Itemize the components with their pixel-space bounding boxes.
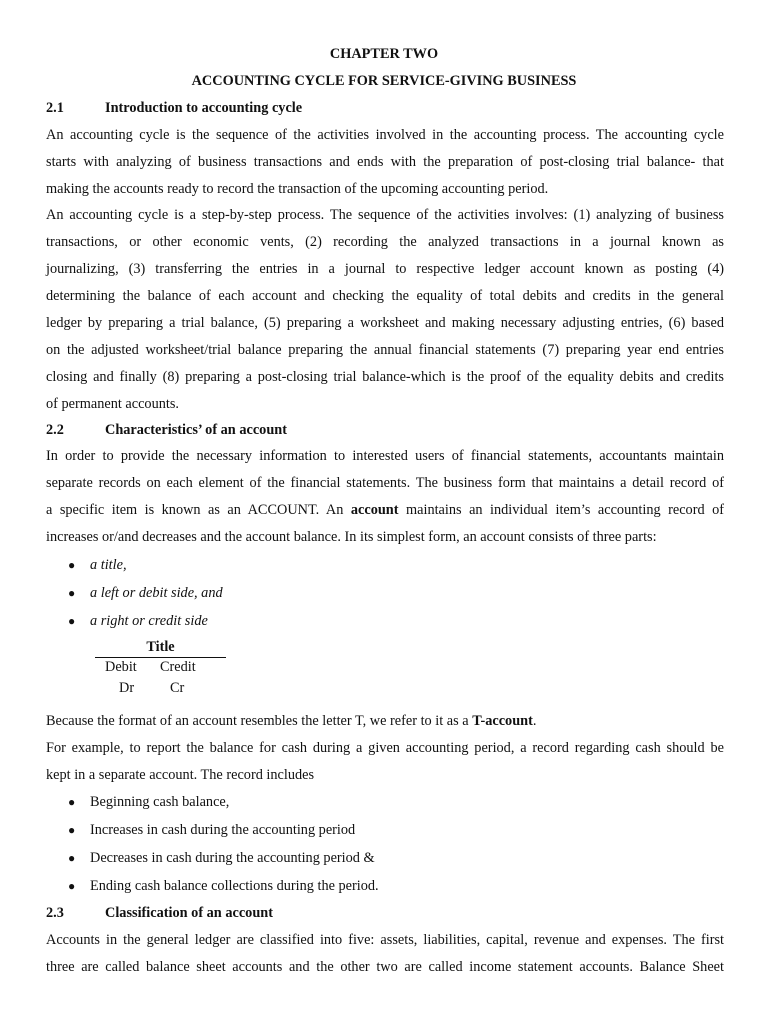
text-line: An accounting cycle is a step-by-step process. The sequence of the activities involves: (1) analyzing of business: [46, 207, 724, 223]
text-line: For example, to report the balance for cash during a given accounting period, a record regarding cash should be: [46, 740, 724, 756]
paragraph-classification: [46, 927, 724, 981]
list-item: ● Increases in cash during the accounting period: [68, 822, 356, 838]
paragraph-t-account: Because the format of an account resembles the letter T, we refer to it as a T-account.: [46, 713, 537, 729]
text-line: kept in a separate account. The record includes: [46, 767, 315, 783]
t-account-title: Title: [95, 639, 226, 658]
text-line: determining the balance of each account and checking the equality of total debits and credits in the general: [46, 288, 724, 304]
section-title: Classification of an account: [105, 905, 273, 921]
list-item: ● Decreases in cash during the accounting period &: [68, 850, 375, 866]
bullet-icon: ●: [68, 795, 76, 809]
paragraph-cycle-definition: [46, 122, 724, 203]
text-line: starts with analyzing of business transactions and ends with the preparation of post-closing trial balance- that: [46, 154, 724, 170]
list-item: ● a left or debit side, and: [68, 585, 223, 601]
chapter-title: ACCOUNTING CYCLE FOR SERVICE-GIVING BUSINESS: [191, 73, 577, 89]
text-line: Accounts in the general ledger are classified into five: assets, liabilities, capital, revenue and expenses. The first: [46, 932, 724, 948]
t-account-debit: Debit: [105, 659, 137, 675]
text-line: closing and finally (8) preparing a post-closing trial balance-which is the proof of the equality debits and credits: [46, 369, 724, 385]
bullet-icon: ●: [68, 823, 76, 837]
section-heading-2-1: [46, 100, 302, 117]
section-heading-2-2: [46, 422, 287, 439]
bullet-icon: ●: [68, 851, 76, 865]
paragraph-cycle-steps: [46, 202, 724, 418]
text-line: transactions, or other economic vents, (2) recording the analyzed transactions in a journal known as: [46, 234, 724, 250]
list-item: ● Ending cash balance collections during the period.: [68, 878, 379, 894]
t-account-credit: Credit: [160, 659, 196, 675]
section-title: Introduction to accounting cycle: [105, 100, 303, 116]
section-number: 2.2: [46, 422, 64, 438]
list-item: ● a title,: [68, 557, 127, 573]
bold-term-t-account: T-account: [472, 713, 533, 729]
t-account-cr: Cr: [170, 680, 185, 696]
t-account-dr: Dr: [119, 680, 135, 696]
text-line: three are called balance sheet accounts and the other two are called income statement accounts. Balance Sheet: [46, 959, 724, 975]
bullet-icon: ●: [68, 879, 76, 893]
paragraph-cash-example: [46, 735, 724, 789]
bullet-icon: ●: [68, 614, 76, 628]
text-line: An accounting cycle is the sequence of the activities involved in the accounting process. The accounting cycle: [46, 127, 724, 143]
text-line: separate records on each element of the financial statements. The business form that maintains a detail record of: [46, 475, 724, 491]
text-line: making the accounts ready to record the transaction of the upcoming accounting period.: [46, 181, 549, 197]
text-line: of permanent accounts.: [46, 396, 179, 412]
section-number: 2.3: [46, 905, 64, 921]
text-line: In order to provide the necessary information to interested users of financial statements, accountants maintain: [46, 448, 724, 464]
bullet-icon: ●: [68, 586, 76, 600]
text-line: increases or/and decreases and the account balance. In its simplest form, an account consists of three parts:: [46, 529, 657, 545]
list-item: ● Beginning cash balance,: [68, 794, 230, 810]
text-line: journalizing, (3) transferring the entries in a journal to respective ledger account known as posting (4): [46, 261, 724, 277]
chapter-label: CHAPTER TWO: [329, 46, 439, 62]
bold-term-account: account: [350, 502, 399, 518]
text-line: ledger by preparing a trial balance, (5) preparing a worksheet and making necessary adjusting entries, (6) based: [46, 315, 724, 331]
section-heading-2-3: [46, 905, 273, 922]
paragraph-account-definition: [46, 443, 724, 551]
bullet-icon: ●: [68, 558, 76, 572]
list-item: ● a right or credit side: [68, 613, 208, 629]
text-line: on the adjusted worksheet/trial balance preparing the annual financial statements (7) preparing year end entries: [46, 342, 724, 358]
section-number: 2.1: [46, 100, 64, 116]
text-run: a specific item is known as an ACCOUNT. An: [46, 502, 344, 518]
text-run: maintains an individual item’s accounting record of: [406, 502, 724, 518]
section-title: Characteristics’ of an account: [105, 422, 287, 438]
text-line: [46, 497, 724, 524]
